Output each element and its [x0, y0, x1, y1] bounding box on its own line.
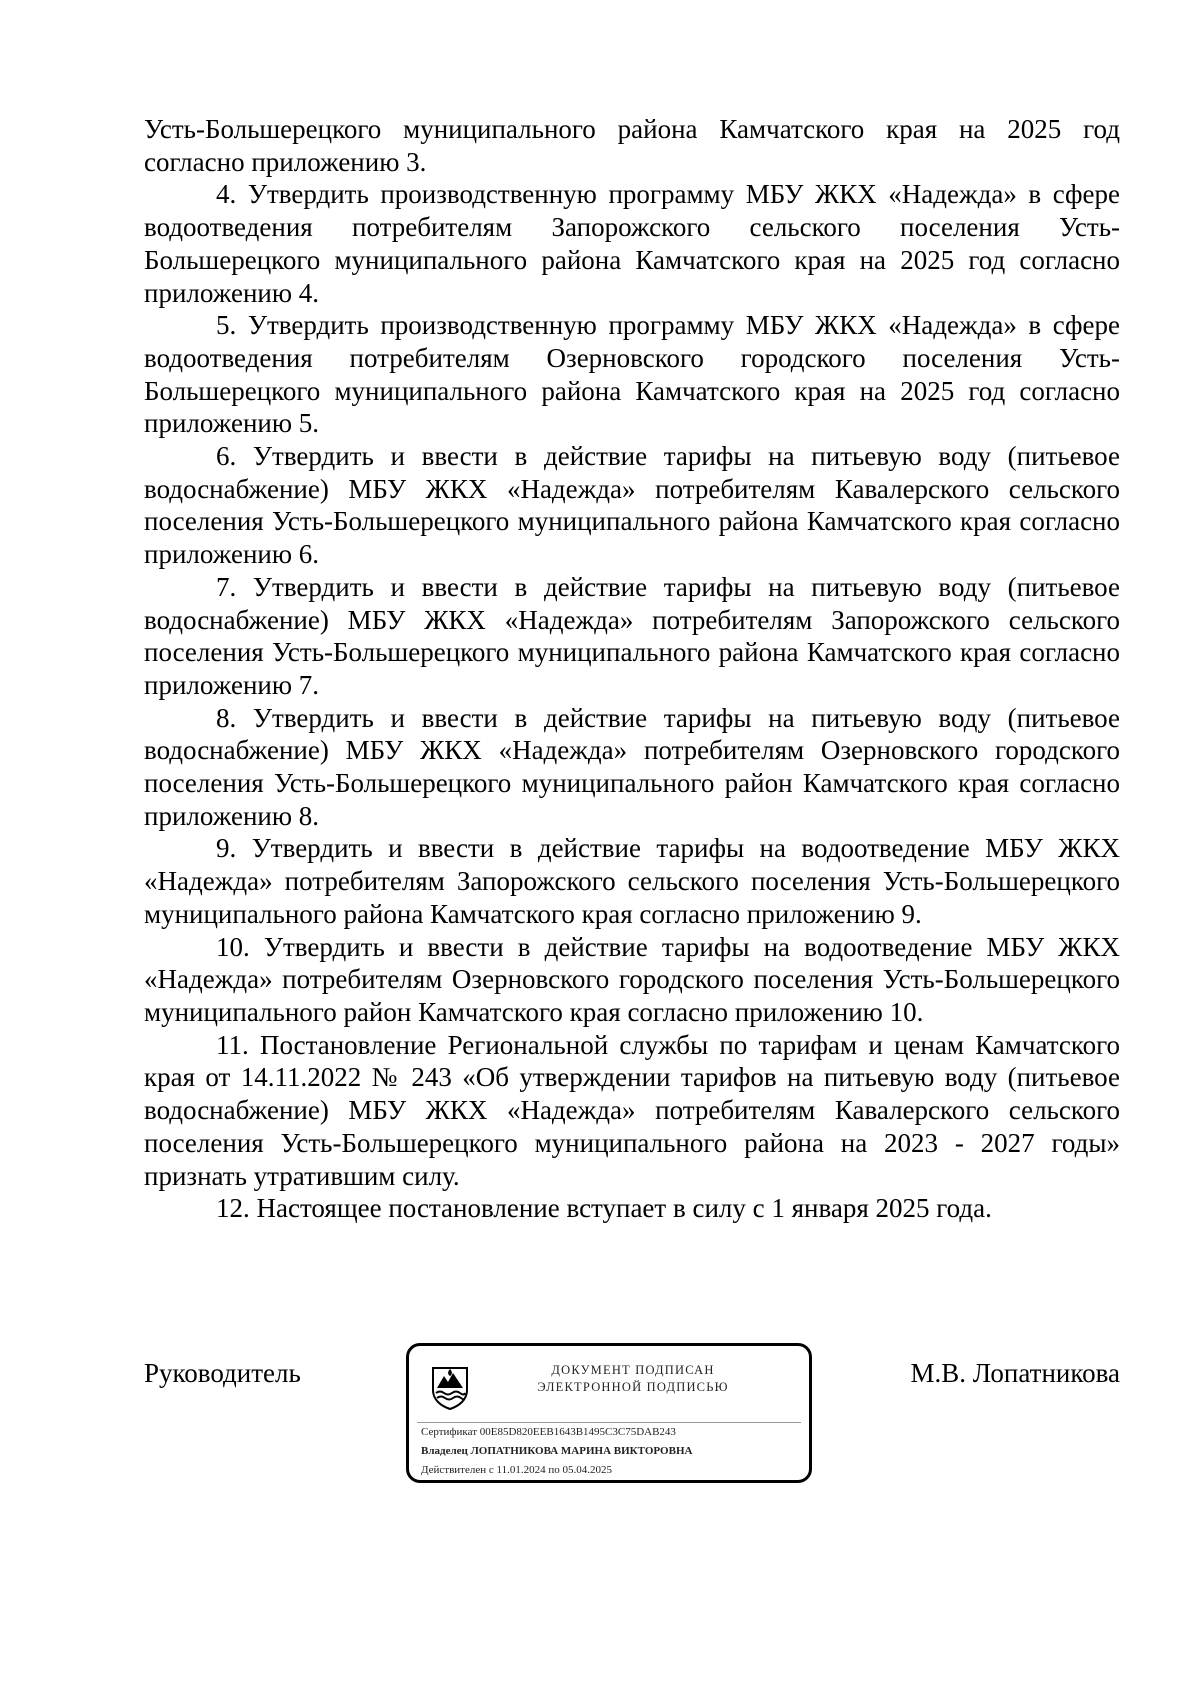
paragraph-11: 11. Постановление Региональной службы по тарифам и ценам Камчатского края от 14.11.2022 № 243 «Об утверждении тарифов на питьевую воду (питьевое водоснабжение) МБУ ЖКХ «Надежда» потребителям Кавалерского сельского поселения Усть-Большерецкого муниципального района на 2023 - 2027 годы» признать утратившим силу. [144, 1029, 1120, 1191]
stamp-heading-line1: ДОКУМЕНТ ПОДПИСАН [551, 1363, 715, 1377]
stamp-certificate: Сертификат 00E85D820EEB1643B1495C3C75DAB243 [421, 1426, 676, 1438]
stamp-validity: Действителен с 11.01.2024 по 05.04.2025 [421, 1464, 612, 1476]
paragraph-5: 5. Утвердить производственную программу МБУ ЖКХ «Надежда» в сфере водоотведения потребителям Озерновского городского поселения Усть-Большерецкого муниципального района Камчатского края на 2025 год согласно приложению 5. [144, 310, 1120, 439]
paragraph-9: 9. Утвердить и ввести в действие тарифы на водоотведение МБУ ЖКХ «Надежда» потребителям Запорожского сельского поселения Усть-Большерецкого муниципального района Камчатского края согласно приложению 9. [144, 833, 1120, 929]
paragraph-3-continuation: Усть-Большерецкого муниципального района Камчатского края на 2025 год согласно приложению 3. [144, 114, 1120, 177]
stamp-divider [417, 1422, 801, 1423]
signatory-name: М.В. Лопатникова [910, 1358, 1120, 1388]
stamp-heading [483, 1362, 783, 1396]
electronic-signature-stamp [406, 1343, 812, 1483]
coat-of-arms-icon [429, 1364, 471, 1410]
paragraph-4: 4. Утвердить производственную программу МБУ ЖКХ «Надежда» в сфере водоотведения потребителям Запорожского сельского поселения Усть-Большерецкого муниципального района Камчатского края на 2025 год согласно приложению 4. [144, 179, 1120, 308]
stamp-heading-line2: ЭЛЕКТРОННОЙ ПОДПИСЬЮ [537, 1380, 729, 1394]
paragraph-12: 12. Настоящее постановление вступает в силу с 1 января 2025 года. [216, 1193, 992, 1224]
paragraph-6: 6. Утвердить и ввести в действие тарифы на питьевую воду (питьевое водоснабжение) МБУ ЖКХ «Надежда» потребителям Кавалерского сельского поселения Усть-Большерецкого муниципального района Камчатского края согласно приложению 6. [144, 441, 1120, 570]
paragraph-7: 7. Утвердить и ввести в действие тарифы на питьевую воду (питьевое водоснабжение) МБУ ЖКХ «Надежда» потребителям Запорожского сельского поселения Усть-Большерецкого муниципального района Камчатского края согласно приложению 7. [144, 571, 1120, 700]
paragraph-8: 8. Утвердить и ввести в действие тарифы на питьевую воду (питьевое водоснабжение) МБУ ЖКХ «Надежда» потребителям Озерновского городского поселения Усть-Большерецкого муниципального район Камчатского края согласно приложению 8. [144, 702, 1120, 831]
paragraph-10: 10. Утвердить и ввести в действие тарифы на водоотведение МБУ ЖКХ «Надежда» потребителям Озерновского городского поселения Усть-Большерецкого муниципального район Камчатского края согласно приложению 10. [144, 931, 1120, 1027]
signatory-role: Руководитель [144, 1358, 301, 1388]
document-body [144, 113, 1120, 1225]
stamp-owner: Владелец ЛОПАТНИКОВА МАРИНА ВИКТОРОВНА [421, 1445, 693, 1457]
